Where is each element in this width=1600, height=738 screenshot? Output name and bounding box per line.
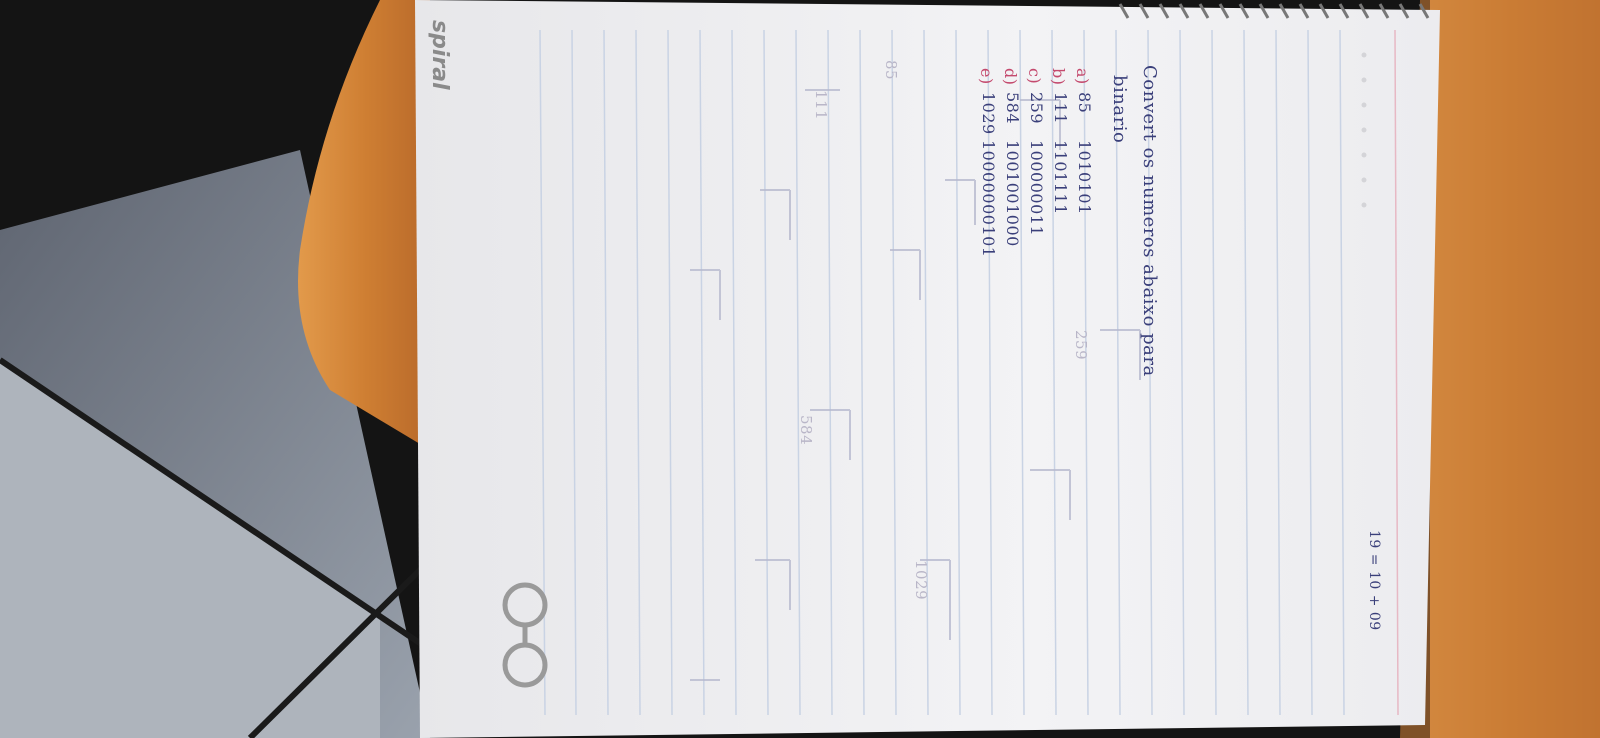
division-work-111: 111 bbox=[812, 90, 830, 121]
exercise-header-line1: Convert os numeros abaixo para bbox=[1139, 65, 1160, 377]
exercise-label-d: d) bbox=[1001, 68, 1020, 86]
division-work-85: 85 bbox=[882, 60, 900, 81]
exercise-binary-b: 1101111 bbox=[1051, 140, 1070, 215]
corner-note: 19 = 10 + 09 bbox=[1366, 530, 1382, 631]
exercise-decimal-c: 259 bbox=[1027, 92, 1046, 125]
exercise-decimal-a: 85 bbox=[1075, 92, 1094, 114]
exercise-binary-c: 100000011 bbox=[1027, 140, 1046, 237]
exercise-decimal-e: 1029 bbox=[979, 92, 998, 135]
division-work-1029: 1029 bbox=[912, 560, 930, 601]
exercise-binary-a: 1010101 bbox=[1075, 140, 1094, 215]
exercise-binary-e: 10000000101 bbox=[979, 140, 998, 258]
exercise-label-b: b) bbox=[1049, 68, 1068, 86]
exercise-decimal-b: 111 bbox=[1051, 92, 1070, 125]
division-work-584: 584 bbox=[797, 415, 815, 446]
exercise-label-c: c) bbox=[1025, 68, 1044, 85]
exercise-decimal-d: 584 bbox=[1003, 92, 1022, 125]
exercise-binary-d: 1001001000 bbox=[1003, 140, 1022, 247]
exercise-label-e: e) bbox=[977, 68, 996, 85]
notebook-brand: spiral bbox=[427, 20, 452, 90]
exercise-label-a: a) bbox=[1073, 68, 1092, 85]
division-work-259: 259 bbox=[1072, 330, 1090, 361]
exercise-header-line2: binario bbox=[1109, 75, 1130, 144]
